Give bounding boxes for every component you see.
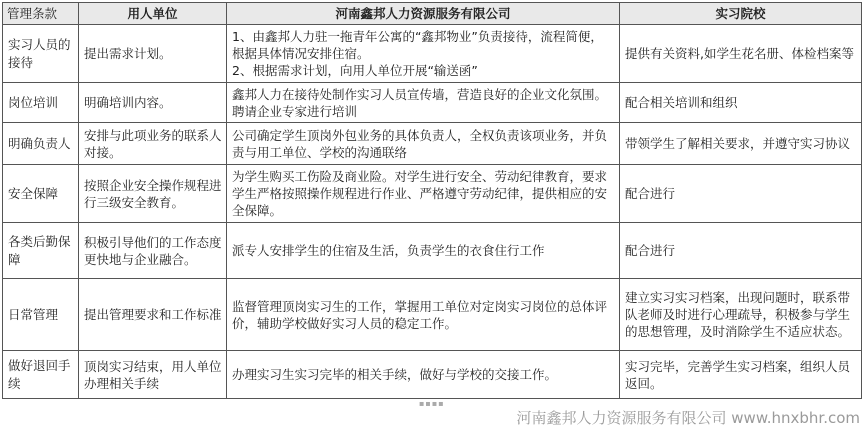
- clause-cell: 岗位培训: [3, 83, 79, 123]
- header-company: 河南鑫邦人力资源服务有限公司: [227, 3, 620, 25]
- employer-cell: 安排与此项业务的联系人对接。: [79, 123, 227, 165]
- company-cell: 鑫邦人力在接待处制作实习人员宣传墙，营造良好的企业文化氛围。聘请企业专家进行培训: [227, 83, 620, 123]
- employer-cell: 提出管理要求和工作标准: [79, 279, 227, 351]
- company-line: 1、由鑫邦人力驻一拖青年公寓的“鑫邦物业”负责接待，流程简便，根据具体情况安排住宿。: [232, 29, 603, 61]
- company-cell: [227, 25, 620, 83]
- clause-cell: 实习人员的接待: [3, 25, 79, 83]
- school-cell: 提供有关资料,如学生花名册、体检档案等: [620, 25, 862, 83]
- school-cell: 建立实习实习档案，出现问题时，联系带队老师及时进行心理疏导，积极参与学生的思想管理，及时消除学生不适应状态。: [620, 279, 862, 351]
- employer-cell: 提出需求计划。: [79, 25, 227, 83]
- school-cell: 实习完毕，完善学生实习档案，组织人员返回。: [620, 351, 862, 399]
- internship-management-table: [2, 2, 862, 399]
- school-cell: 配合相关培训和组织: [620, 83, 862, 123]
- school-cell: 配合进行: [620, 165, 862, 223]
- table-row: [3, 83, 862, 123]
- company-cell: 办理实习生实习完毕的相关手续，做好与学校的交接工作。: [227, 351, 620, 399]
- company-cell: 为学生购买工伤险及商业险。对学生进行安全、劳动纪律教育，要求学生严格按照操作规程进行作业、严格遵守劳动纪律，提供相应的安全保障。: [227, 165, 620, 223]
- watermark: 河南鑫邦人力资源服务有限公司 www.hnxbhr.com: [516, 409, 860, 427]
- clause-cell: 安全保障: [3, 165, 79, 223]
- clause-cell: 日常管理: [3, 279, 79, 351]
- table-row: [3, 165, 862, 223]
- table-row: [3, 279, 862, 351]
- clause-cell: 明确负责人: [3, 123, 79, 165]
- table-row: [3, 123, 862, 165]
- clause-cell: 各类后勤保障: [3, 223, 79, 279]
- table-row: [3, 223, 862, 279]
- company-cell: 公司确定学生顶岗外包业务的具体负责人，全权负责该项业务，并负责与用工单位、学校的沟通联络: [227, 123, 620, 165]
- company-cell: 监督管理顶岗实习生的工作，掌握用工单位对定岗实习岗位的总体评价，辅助学校做好实习人员的稳定工作。: [227, 279, 620, 351]
- table-row: [3, 25, 862, 83]
- employer-cell: 按照企业安全操作规程进行三级安全教育。: [79, 165, 227, 223]
- resize-grip[interactable]: ▪▪▪▪: [419, 399, 445, 408]
- company-line: 2、根据需求计划，向用人单位开展“输送函”: [232, 63, 478, 78]
- company-cell: 派专人安排学生的住宿及生活，负责学生的衣食住行工作: [227, 223, 620, 279]
- header-employer: 用人单位: [79, 3, 227, 25]
- clause-cell: 做好退回手续: [3, 351, 79, 399]
- school-cell: 配合进行: [620, 223, 862, 279]
- table-row: [3, 351, 862, 399]
- header-school: 实习院校: [620, 3, 862, 25]
- school-cell: 带领学生了解相关要求，并遵守实习协议: [620, 123, 862, 165]
- employer-cell: 积极引导他们的工作态度更快地与企业融合。: [79, 223, 227, 279]
- employer-cell: 明确培训内容。: [79, 83, 227, 123]
- table-header-row: [3, 3, 862, 25]
- header-clause: 管理条款: [3, 3, 79, 25]
- employer-cell: 顶岗实习结束，用人单位办理相关手续: [79, 351, 227, 399]
